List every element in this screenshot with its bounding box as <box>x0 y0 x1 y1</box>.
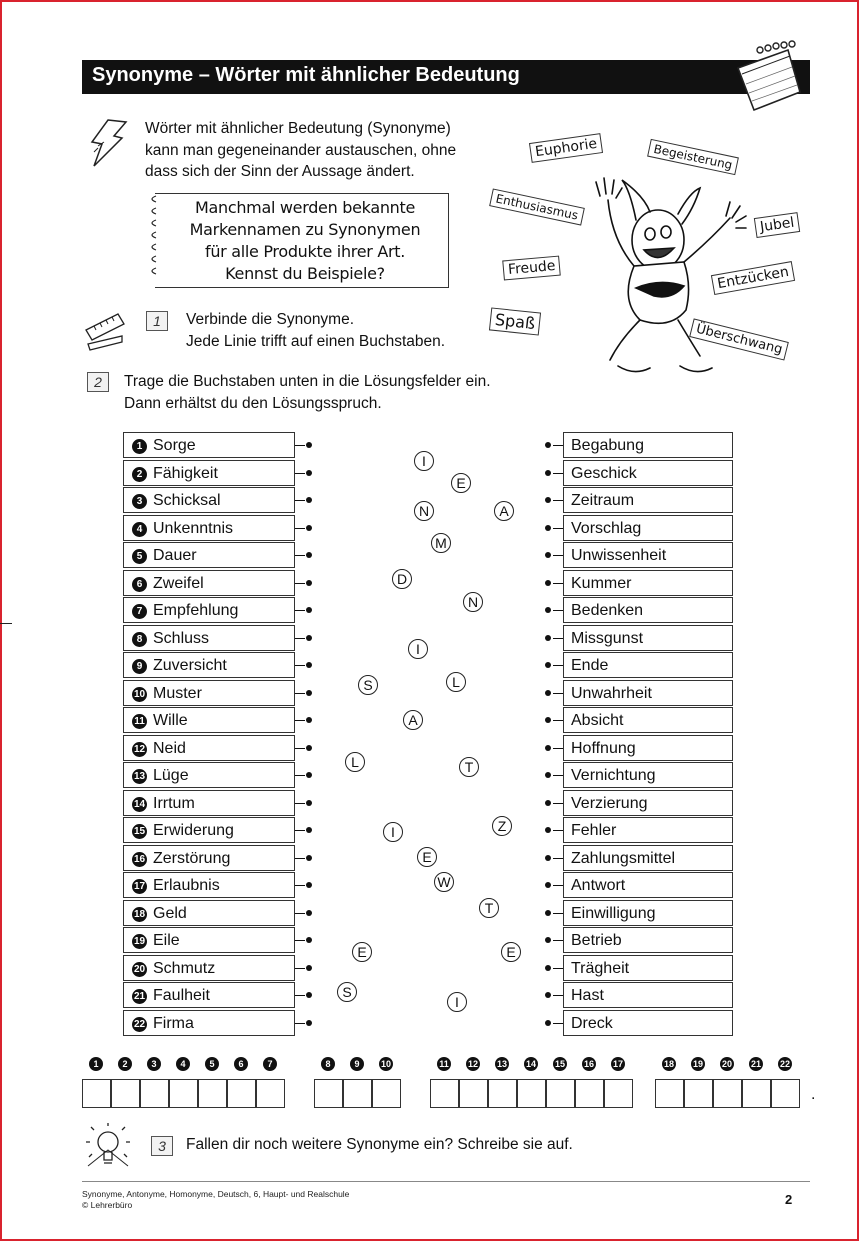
connector-line <box>295 995 305 996</box>
left-word-cell <box>123 487 295 513</box>
left-word-cell <box>123 817 295 843</box>
right-word-cell: Bedenken <box>563 597 733 623</box>
solution-input-box[interactable] <box>227 1079 256 1108</box>
solution-letter-circle[interactable]: L <box>446 672 466 692</box>
solution-letter-circle[interactable]: T <box>459 757 479 777</box>
solution-number-badge: 9 <box>350 1057 364 1071</box>
solution-number-badge: 17 <box>612 1059 623 1069</box>
left-word: Firma <box>153 1014 194 1032</box>
connector-line <box>553 720 563 721</box>
solution-number-badge: 3 <box>147 1057 161 1071</box>
footer-divider <box>82 1181 810 1182</box>
solution-number-badge: 2 <box>118 1057 132 1071</box>
left-connect-dot[interactable] <box>306 442 312 448</box>
right-connect-dot[interactable] <box>545 937 551 943</box>
notepad-icon <box>728 40 808 112</box>
item-number-badge: 7 <box>132 604 147 619</box>
connector-line <box>553 913 563 914</box>
connector-line <box>553 555 563 556</box>
solution-input-box[interactable] <box>372 1079 401 1108</box>
task-2-line: Trage die Buchstaben unten in die Lösungsfelder ein. <box>124 373 491 390</box>
connector-line <box>295 968 305 969</box>
item-number-badge: 5 <box>132 549 147 564</box>
right-word-cell: Unwahrheit <box>563 680 733 706</box>
intro-line: Wörter mit ähnlicher Bedeutung (Synonyme) <box>145 120 451 137</box>
right-word-cell: Hoffnung <box>563 735 733 761</box>
left-word: Sorge <box>153 437 196 454</box>
solution-number-badge: 7 <box>263 1057 277 1071</box>
left-word: Geld <box>153 904 187 922</box>
solution-letter-circle[interactable]: L <box>345 752 365 772</box>
left-word: Schicksal <box>153 492 221 509</box>
solution-number-badge: 11 <box>437 1057 451 1071</box>
left-word-cell <box>123 680 295 706</box>
right-connect-dot[interactable] <box>545 552 551 558</box>
solution-input-box[interactable] <box>488 1079 517 1108</box>
connector-line <box>295 720 305 721</box>
left-word-cell <box>123 845 295 871</box>
left-connect-dot[interactable] <box>306 690 312 696</box>
item-number-badge: 2 <box>132 467 147 482</box>
intro-line: dass sich der Sinn der Aussage ändert. <box>145 163 415 180</box>
solution-input-box[interactable] <box>742 1079 771 1108</box>
item-number-badge: 8 <box>132 632 147 647</box>
right-word-cell: Fehler <box>563 817 733 843</box>
item-number-badge: 9 <box>132 659 147 674</box>
left-word-cell <box>123 982 295 1008</box>
connector-line <box>295 748 305 749</box>
left-connect-dot[interactable] <box>306 882 312 888</box>
left-word: Zerstörung <box>153 849 231 867</box>
left-connect-dot[interactable] <box>306 855 312 861</box>
left-word-cell <box>123 570 295 596</box>
task-2-text <box>124 371 491 414</box>
right-word-cell: Ende <box>563 652 733 678</box>
solution-letter-circle[interactable]: I <box>408 639 428 659</box>
left-word: Dauer <box>153 547 197 564</box>
left-word: Irrtum <box>153 794 195 812</box>
connector-line <box>295 885 305 886</box>
solution-letter-circle[interactable]: N <box>414 501 434 521</box>
left-connect-dot[interactable] <box>306 910 312 916</box>
right-connect-dot[interactable] <box>545 827 551 833</box>
left-word: Muster <box>153 684 202 702</box>
left-word: Schmutz <box>153 959 216 977</box>
connector-line <box>295 528 305 529</box>
left-word: Eile <box>153 932 180 949</box>
right-connect-dot[interactable] <box>545 690 551 696</box>
item-number-badge: 16 <box>133 853 146 865</box>
solution-letter-circle[interactable]: T <box>479 898 499 918</box>
solution-letter-circle[interactable]: E <box>352 942 372 962</box>
right-connect-dot[interactable] <box>545 580 551 586</box>
connector-line <box>295 775 305 776</box>
left-word: Wille <box>153 712 188 729</box>
solution-letter-circle[interactable]: S <box>358 675 378 695</box>
left-word-cell <box>123 652 295 678</box>
solution-input-box[interactable] <box>256 1079 285 1108</box>
solution-number-badge: 6 <box>234 1057 248 1071</box>
connector-line <box>295 610 305 611</box>
left-word: Lüge <box>153 767 189 784</box>
footer-text <box>82 1189 349 1211</box>
right-connect-dot[interactable] <box>545 800 551 806</box>
connector-line <box>295 665 305 666</box>
label-spass: Spaß <box>489 307 541 335</box>
right-connect-dot[interactable] <box>545 497 551 503</box>
task-1-line: Jede Linie trifft auf einen Buchstaben. <box>186 332 446 350</box>
right-connect-dot[interactable] <box>545 745 551 751</box>
left-word: Schluss <box>153 629 210 647</box>
left-word-cell <box>123 542 295 568</box>
connector-line <box>295 913 305 914</box>
left-connect-dot[interactable] <box>306 717 312 723</box>
connector-line <box>295 940 305 941</box>
task-3-number: 3 <box>151 1136 173 1156</box>
connector-line <box>295 445 305 446</box>
left-word: Fähigkeit <box>153 464 218 482</box>
connector-line <box>553 610 563 611</box>
solution-letter-circle[interactable]: N <box>463 592 483 612</box>
solution-number-badge: 20 <box>721 1059 732 1069</box>
left-connect-dot[interactable] <box>306 607 312 613</box>
connector-line <box>553 858 563 859</box>
solution-letter-circle[interactable]: E <box>451 473 471 493</box>
left-connect-dot[interactable] <box>306 635 312 641</box>
solution-input-box[interactable] <box>713 1079 742 1108</box>
item-number-badge: 1 <box>132 439 147 454</box>
left-word-cell <box>123 872 295 898</box>
right-word-cell: Vernichtung <box>563 762 733 788</box>
right-word-cell: Zahlungsmittel <box>563 845 733 871</box>
left-word-cell <box>123 790 295 816</box>
connector-line <box>295 803 305 804</box>
connector-line <box>553 968 563 969</box>
right-connect-dot[interactable] <box>545 965 551 971</box>
solution-letter-circle[interactable]: D <box>392 569 412 589</box>
item-number-badge: 11 <box>132 714 147 729</box>
left-word: Unkenntnis <box>153 519 234 537</box>
right-connect-dot[interactable] <box>545 1020 551 1026</box>
right-connect-dot[interactable] <box>545 910 551 916</box>
right-connect-dot[interactable] <box>545 882 551 888</box>
solution-letter-circle[interactable]: S <box>337 982 357 1002</box>
task-1-line: Verbinde die Synonyme. <box>186 311 355 328</box>
solution-number-badge: 22 <box>779 1059 790 1069</box>
left-connect-dot[interactable] <box>306 800 312 806</box>
label-freude: Freude <box>502 256 561 281</box>
right-word-cell: Vorschlag <box>563 515 733 541</box>
solution-input-box[interactable] <box>517 1079 546 1108</box>
left-connect-dot[interactable] <box>306 827 312 833</box>
connector-line <box>553 803 563 804</box>
solution-input-box[interactable] <box>140 1079 169 1108</box>
connector-line <box>553 638 563 639</box>
solution-number-badge: 15 <box>554 1059 565 1069</box>
right-connect-dot[interactable] <box>545 992 551 998</box>
connector-line <box>295 638 305 639</box>
item-number-badge: 17 <box>133 881 146 892</box>
right-connect-dot[interactable] <box>545 772 551 778</box>
solution-input-box[interactable] <box>82 1079 111 1108</box>
solution-input-box[interactable] <box>169 1079 198 1108</box>
left-connect-dot[interactable] <box>306 662 312 668</box>
connector-line <box>553 995 563 996</box>
connector-line <box>553 748 563 749</box>
task-2-number: 2 <box>87 372 109 392</box>
footer-line: Synonyme, Antonyme, Homonyme, Deutsch, 6, Haupt- und Realschule <box>82 1189 350 1199</box>
left-connect-dot[interactable] <box>306 552 312 558</box>
label-entzuecken: Entzücken <box>711 261 795 295</box>
left-word: Erlaubnis <box>153 877 220 894</box>
left-word-cell <box>123 432 295 458</box>
ruler-pencil-icon <box>82 308 128 352</box>
left-word-cell <box>123 515 295 541</box>
solution-input-box[interactable] <box>604 1079 633 1108</box>
left-word: Zweifel <box>153 574 204 592</box>
solution-input-box[interactable] <box>314 1079 343 1108</box>
connector-line <box>295 555 305 556</box>
solution-letter-circle[interactable]: M <box>431 533 451 553</box>
hint-line: Manchmal werden bekannte <box>194 198 416 217</box>
solution-input-box[interactable] <box>198 1079 227 1108</box>
solution-letter-circle[interactable]: A <box>403 710 423 730</box>
solution-letter-circle[interactable]: I <box>447 992 467 1012</box>
right-connect-dot[interactable] <box>545 662 551 668</box>
connector-line <box>553 1023 563 1024</box>
solution-input-box[interactable] <box>684 1079 713 1108</box>
right-word-cell: Absicht <box>563 707 733 733</box>
lightbulb-icon <box>84 1122 134 1172</box>
left-word-cell <box>123 707 295 733</box>
lightning-icon <box>88 118 130 168</box>
hint-line: Markennamen zu Synonymen <box>189 220 421 239</box>
connector-line <box>295 583 305 584</box>
connector-line <box>553 940 563 941</box>
connector-line <box>553 445 563 446</box>
intro-line: kann man gegeneinander austauschen, ohne <box>145 141 457 159</box>
item-number-badge: 14 <box>133 798 146 810</box>
connector-line <box>295 693 305 694</box>
item-number-badge: 22 <box>133 1018 146 1030</box>
page-title: Synonyme – Wörter mit ähnlicher Bedeutung <box>92 64 520 86</box>
connector-line <box>295 1023 305 1024</box>
item-number-badge: 18 <box>133 908 146 920</box>
left-connect-dot[interactable] <box>306 937 312 943</box>
solution-input-box[interactable] <box>655 1079 684 1108</box>
item-number-badge: 4 <box>132 522 147 537</box>
item-number-badge: 3 <box>132 494 147 509</box>
left-word: Empfehlung <box>153 602 239 619</box>
left-connect-dot[interactable] <box>306 470 312 476</box>
connector-line <box>295 473 305 474</box>
connector-line <box>295 830 305 831</box>
left-connect-dot[interactable] <box>306 497 312 503</box>
left-word-cell <box>123 625 295 651</box>
connector-line <box>553 473 563 474</box>
solution-letter-circle[interactable]: I <box>383 822 403 842</box>
connector-line <box>295 500 305 501</box>
left-connect-dot[interactable] <box>306 965 312 971</box>
connector-line <box>553 500 563 501</box>
left-connect-dot[interactable] <box>306 772 312 778</box>
right-connect-dot[interactable] <box>545 525 551 531</box>
label-begeisterung: Begeisterung <box>647 139 739 175</box>
right-word-cell: Unwissenheit <box>563 542 733 568</box>
intro-text <box>145 118 456 183</box>
solution-number-badge: 18 <box>663 1059 674 1069</box>
margin-mark <box>0 623 12 624</box>
connector-line <box>553 528 563 529</box>
solution-letter-circle[interactable]: E <box>501 942 521 962</box>
right-connect-dot[interactable] <box>545 717 551 723</box>
right-word-cell: Trägheit <box>563 955 733 981</box>
hint-line: Kennst du Beispiele? <box>225 264 385 283</box>
solution-number-badge: 10 <box>380 1059 391 1069</box>
item-number-badge: 21 <box>133 991 146 1002</box>
page-number: 2 <box>785 1192 793 1207</box>
solution-input-box[interactable] <box>343 1079 372 1108</box>
task-3-text: Fallen dir noch weitere Synonyme ein? Schreibe sie auf. <box>186 1136 573 1153</box>
left-word-cell <box>123 955 295 981</box>
item-number-badge: 10 <box>133 688 146 700</box>
connector-line <box>553 775 563 776</box>
item-number-badge: 20 <box>133 963 146 975</box>
connector-line <box>553 830 563 831</box>
solution-number-badge: 16 <box>583 1059 594 1069</box>
right-connect-dot[interactable] <box>545 635 551 641</box>
item-number-badge: 19 <box>133 936 146 947</box>
left-word-cell <box>123 762 295 788</box>
right-word-cell: Hast <box>563 982 733 1008</box>
solution-input-box[interactable] <box>575 1079 604 1108</box>
right-word-cell: Geschick <box>563 460 733 486</box>
solution-number-badge: 21 <box>750 1059 761 1069</box>
solution-letter-circle[interactable]: I <box>414 451 434 471</box>
solution-number-badge: 13 <box>496 1059 507 1069</box>
right-connect-dot[interactable] <box>545 855 551 861</box>
solution-input-box[interactable] <box>430 1079 459 1108</box>
right-word-cell: Betrieb <box>563 927 733 953</box>
connector-line <box>295 858 305 859</box>
task-1-text <box>186 309 445 352</box>
solution-number-badge: 19 <box>692 1059 703 1069</box>
right-word-cell: Missgunst <box>563 625 733 651</box>
label-enthusiasmus: Enthusiasmus <box>489 188 585 225</box>
item-number-badge: 13 <box>133 771 146 782</box>
task-1-number: 1 <box>146 311 168 331</box>
right-word-cell: Begabung <box>563 432 733 458</box>
left-word: Faulheit <box>153 987 210 1004</box>
connector-line <box>553 693 563 694</box>
right-word-cell: Zeitraum <box>563 487 733 513</box>
solution-number-badge: 5 <box>205 1057 219 1071</box>
solution-end-period: . <box>811 1086 816 1103</box>
solution-number-badge: 1 <box>89 1057 103 1071</box>
solution-number-badge: 8 <box>321 1057 335 1071</box>
left-connect-dot[interactable] <box>306 525 312 531</box>
left-word-cell <box>123 735 295 761</box>
right-word-cell: Einwilligung <box>563 900 733 926</box>
label-jubel: Jubel <box>754 212 801 238</box>
connector-line <box>553 665 563 666</box>
right-connect-dot[interactable] <box>545 442 551 448</box>
left-word-cell <box>123 900 295 926</box>
left-connect-dot[interactable] <box>306 1020 312 1026</box>
item-number-badge: 12 <box>133 743 146 755</box>
solution-input-box[interactable] <box>546 1079 575 1108</box>
footer-line: © Lehrerbüro <box>82 1200 133 1210</box>
label-ueberschwang: Überschwang <box>689 318 789 360</box>
left-word-cell <box>123 1010 295 1036</box>
solution-input-box[interactable] <box>111 1079 140 1108</box>
left-word-cell <box>123 460 295 486</box>
solution-number-badge: 12 <box>467 1059 478 1069</box>
right-word-cell: Kummer <box>563 570 733 596</box>
solution-letter-circle[interactable]: E <box>417 847 437 867</box>
left-word-cell <box>123 597 295 623</box>
connector-line <box>553 885 563 886</box>
item-number-badge: 6 <box>132 577 147 592</box>
item-number-badge: 15 <box>133 826 146 837</box>
solution-letter-circle[interactable]: W <box>434 872 454 892</box>
solution-number-badge: 4 <box>176 1057 190 1071</box>
task-2-line: Dann erhältst du den Lösungsspruch. <box>124 394 382 412</box>
right-word-cell: Verzierung <box>563 790 733 816</box>
right-word-cell: Antwort <box>563 872 733 898</box>
left-word: Erwiderung <box>153 822 234 839</box>
solution-letter-circle[interactable]: Z <box>492 816 512 836</box>
solution-number-badge: 14 <box>525 1059 536 1069</box>
right-connect-dot[interactable] <box>545 607 551 613</box>
hint-text <box>160 197 450 285</box>
left-connect-dot[interactable] <box>306 745 312 751</box>
right-connect-dot[interactable] <box>545 470 551 476</box>
label-euphorie: Euphorie <box>529 133 603 163</box>
solution-input-box[interactable] <box>459 1079 488 1108</box>
hint-line: für alle Produkte ihrer Art. <box>204 242 405 261</box>
left-word: Neid <box>153 739 186 757</box>
right-word-cell: Dreck <box>563 1010 733 1036</box>
connector-line <box>553 583 563 584</box>
solution-input-box[interactable] <box>771 1079 800 1108</box>
left-connect-dot[interactable] <box>306 580 312 586</box>
solution-letter-circle[interactable]: A <box>494 501 514 521</box>
left-connect-dot[interactable] <box>306 992 312 998</box>
left-word: Zuversicht <box>153 657 227 674</box>
left-word-cell <box>123 927 295 953</box>
